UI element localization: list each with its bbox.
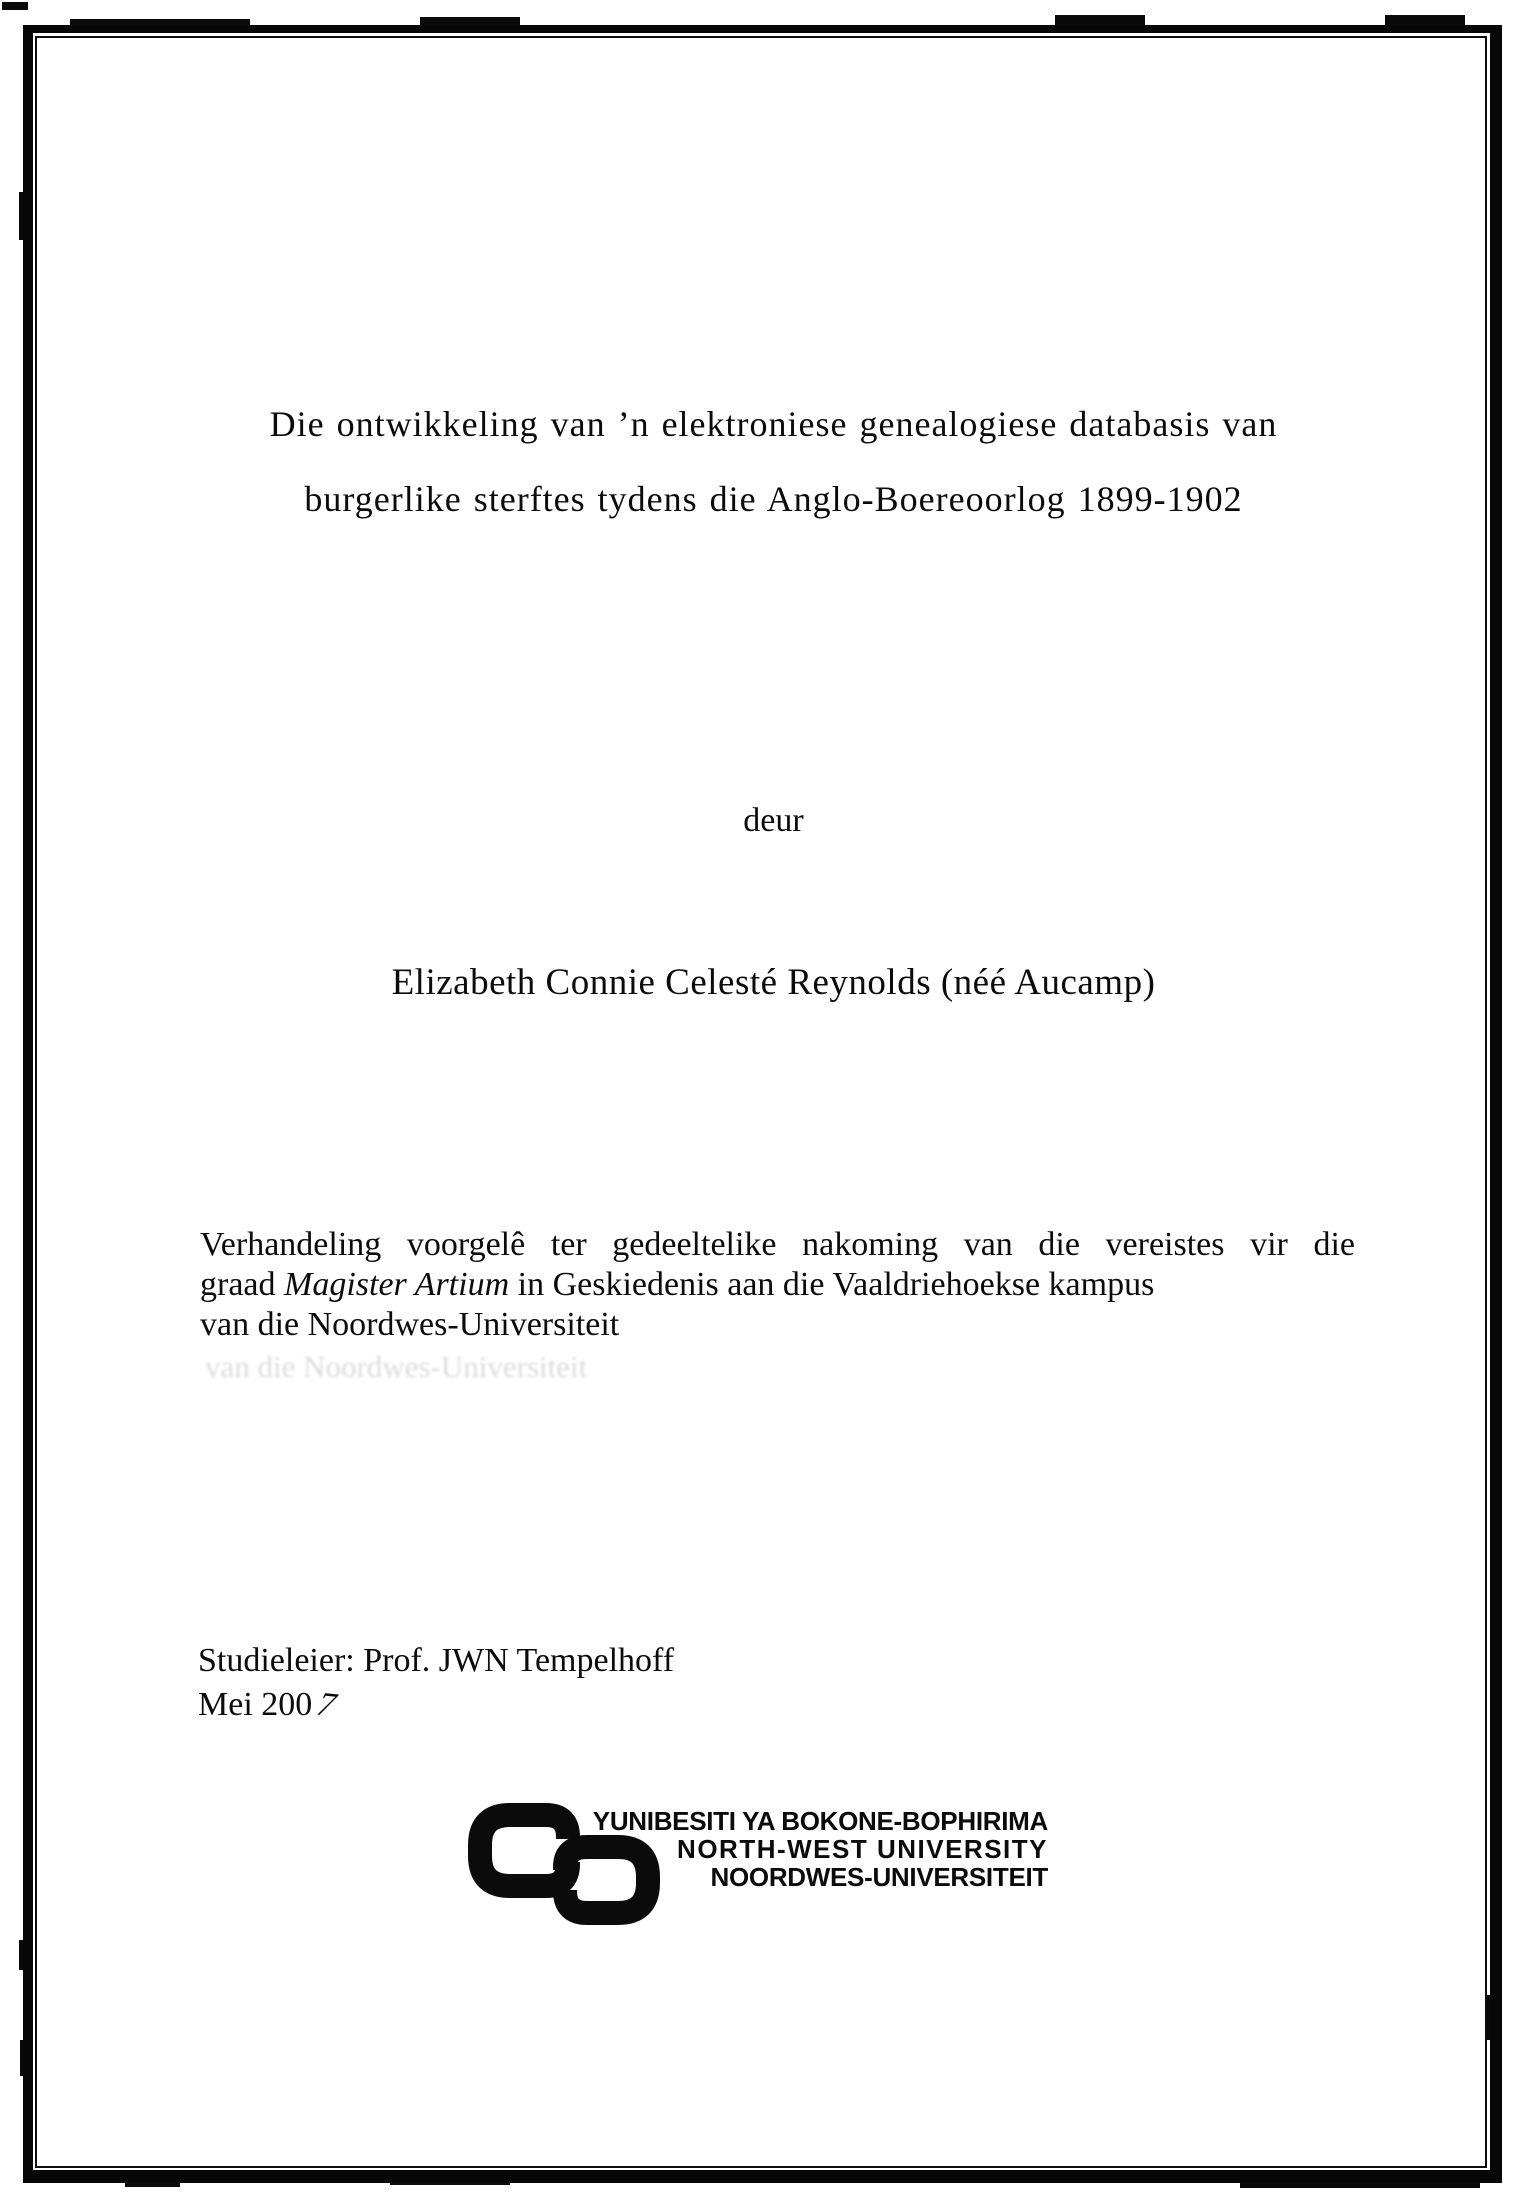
- scan-artifact: [1385, 15, 1465, 25]
- scan-ghost-text: van die Noordwes-Universiteit: [205, 1349, 588, 1384]
- title-line-2: burgerlike sterftes tydens die Anglo-Boereoorlog 1899-1902: [304, 479, 1243, 519]
- submission-statement: [200, 1225, 1355, 1345]
- statement-line2-prefix: graad: [200, 1266, 285, 1303]
- title-line-1: Die ontwikkeling van ’n elektroniese genealogiese databasis van: [269, 404, 1278, 444]
- statement-line-2: [200, 1266, 1154, 1303]
- statement-line-3: van die Noordwes-Universiteit: [200, 1306, 620, 1343]
- date-last-digit: 7: [310, 1686, 344, 1724]
- supervisor-block: [198, 1639, 674, 1727]
- logo-line-setswana: YUNIBESITI YA BOKONE-BOPHIRIMA: [592, 1806, 1048, 1836]
- scan-artifact: [2, 2, 28, 10]
- page-title: [46, 387, 1501, 537]
- statement-line-1: Verhandeling voorgelê ter gedeeltelike nakoming van die vereistes vir die: [200, 1226, 1355, 1263]
- date-prefix: Mei 200: [198, 1686, 313, 1723]
- logo-line-english: NORTH-WEST UNIVERSITY: [677, 1834, 1048, 1864]
- logo-line-afrikaans: NOORDWES-UNIVERSITEIT: [710, 1862, 1048, 1892]
- author-name: Elizabeth Connie Celesté Reynolds (néé Aucamp): [391, 962, 1156, 1003]
- date-line: [198, 1686, 344, 1724]
- university-logo-text: [585, 1807, 1048, 1891]
- scan-artifact: [1055, 15, 1145, 25]
- statement-line2-suffix: in Geskiedenis aan die Vaaldriehoekse kampus: [509, 1266, 1155, 1303]
- supervisor-line: Studieleier: Prof. JWN Tempelhoff: [198, 1642, 675, 1679]
- degree-name-italic: Magister Artium: [284, 1266, 510, 1303]
- byline-preposition: deur: [743, 802, 804, 839]
- scan-artifact: [1240, 2183, 1480, 2188]
